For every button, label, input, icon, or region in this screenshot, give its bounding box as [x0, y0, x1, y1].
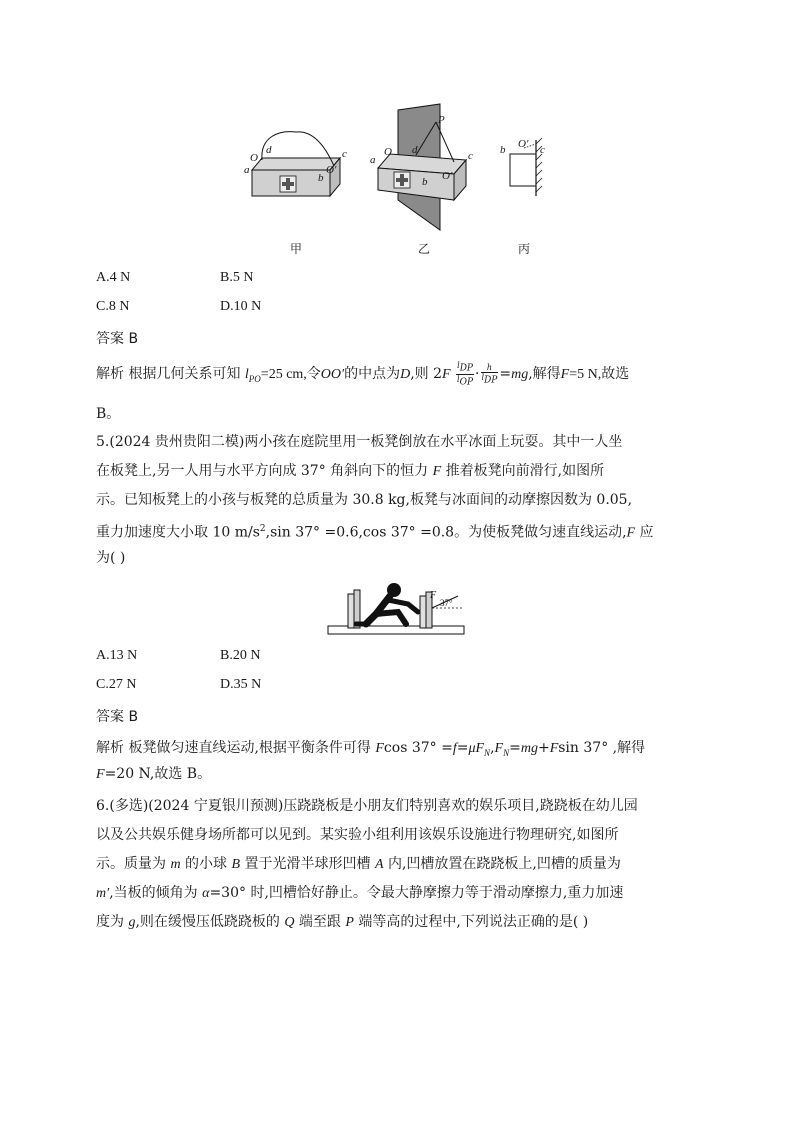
q5-answer: 答案 B	[96, 709, 139, 725]
caption-yi: 乙	[418, 242, 431, 256]
figure-yi	[378, 104, 466, 230]
q5-fig-force-label: F	[430, 590, 437, 601]
label-b: b	[318, 172, 324, 184]
q4-option-a: A.4 N	[96, 270, 131, 285]
caption-bing: 丙	[518, 242, 531, 256]
fraction-h-ldp: $\frac{h}{l_{DP}}$	[481, 362, 498, 386]
label-b-yi: b	[422, 176, 428, 188]
bench-sled-diagram	[326, 582, 470, 640]
label-P: P	[438, 114, 445, 126]
label-d-yi: d	[412, 144, 418, 156]
q6-line4: m′,当板的倾角为 α=30° 时,凹槽恰好静止。令最大静摩擦力等于滑动摩擦力,重力加速	[96, 885, 624, 901]
label-O-prime-bing: O′	[518, 138, 529, 150]
label-O-prime-yi: O′	[442, 170, 453, 182]
label-c-bing: c	[540, 144, 545, 156]
q4-answer: 答案 B	[96, 331, 139, 347]
fraction-ldp-lop: $\frac{l_{DP}}{l_{OP}}$	[457, 360, 474, 388]
label-a-yi: a	[370, 154, 376, 166]
q5-line5: 为( )	[96, 550, 126, 566]
label-a: a	[244, 164, 250, 176]
q4-option-d: D.10 N	[220, 299, 262, 314]
label-O-prime: O′	[326, 164, 337, 176]
q5-line1: 5.(2024 贵州贵阳二模)两小孩在庭院里用一板凳倒放在水平冰面上玩耍。其中一人坐	[96, 434, 623, 450]
q4-explanation: 解析 根据几何关系可知 $l_{PO}=25$ cm,令OO′的中点为D,则 2F $\frac{l_{DP}}{l_{OP}}$ · $\frac{h}{l_{DP}}$ =mg,解得F=5 N,故选	[96, 360, 630, 388]
label-c: c	[342, 148, 347, 160]
q5-option-d: D.35 N	[220, 677, 262, 692]
box-diagram	[240, 100, 560, 260]
label-d: d	[266, 144, 272, 156]
label-c-yi: c	[468, 150, 473, 162]
caption-jia: 甲	[290, 242, 303, 256]
q6-line5: 度为 g,则在缓慢压低跷跷板的 Q 端至跟 P 端等高的过程中,下列说法正确的是( )	[96, 914, 589, 930]
q5-option-b: B.20 N	[220, 648, 261, 663]
q5-line4: 重力加速度大小取 10 $m/s^2,\sin$ 37° =0.6,cos 37° =0.8。为使板凳做匀速直线运动,F 应	[96, 524, 654, 541]
q5-option-c: C.27 N	[96, 677, 137, 692]
q4-option-c: C.8 N	[96, 299, 130, 314]
q6-line3: 示。质量为 m 的小球 B 置于光滑半球形凹槽 A 内,凹槽放置在跷跷板上,凹槽的质量为	[96, 856, 621, 872]
q5-figure	[326, 582, 470, 640]
q5-line2: 在板凳上,另一人用与水平方向成 37° 角斜向下的恒力 F 推着板凳向前滑行,如图所	[96, 463, 605, 479]
q6-line1: 6.(多选)(2024 宁夏银川预测)压跷跷板是小朋友们特别喜欢的娱乐项目,跷跷板在幼儿园	[96, 798, 638, 814]
label-O-yi: O	[384, 146, 392, 158]
q5-explanation-line2: F=20 N,故选 B。	[96, 766, 212, 782]
q6-line2: 以及公共娱乐健身场所都可以见到。某实验小组利用该娱乐设施进行物理研究,如图所	[96, 827, 619, 843]
q4-option-b: B.5 N	[220, 270, 254, 285]
label-b-bing: b	[500, 144, 506, 156]
label-O: O	[250, 152, 258, 164]
q5-fig-angle-label: 37°	[440, 598, 453, 608]
figure-top	[240, 100, 560, 260]
q4-explanation-line2: B。	[96, 406, 121, 422]
q5-option-a: A.13 N	[96, 648, 138, 663]
q5-line3: 示。已知板凳上的小孩与板凳的总质量为 30.8 kg,板凳与冰面间的动摩擦因数为 0.05,	[96, 492, 633, 508]
q5-explanation: 解析 板凳做匀速直线运动,根据平衡条件可得 Fcos $37^\circ =f=\mu F_N,F_N=mg+Fsin$ 37° ,解得	[96, 740, 646, 758]
